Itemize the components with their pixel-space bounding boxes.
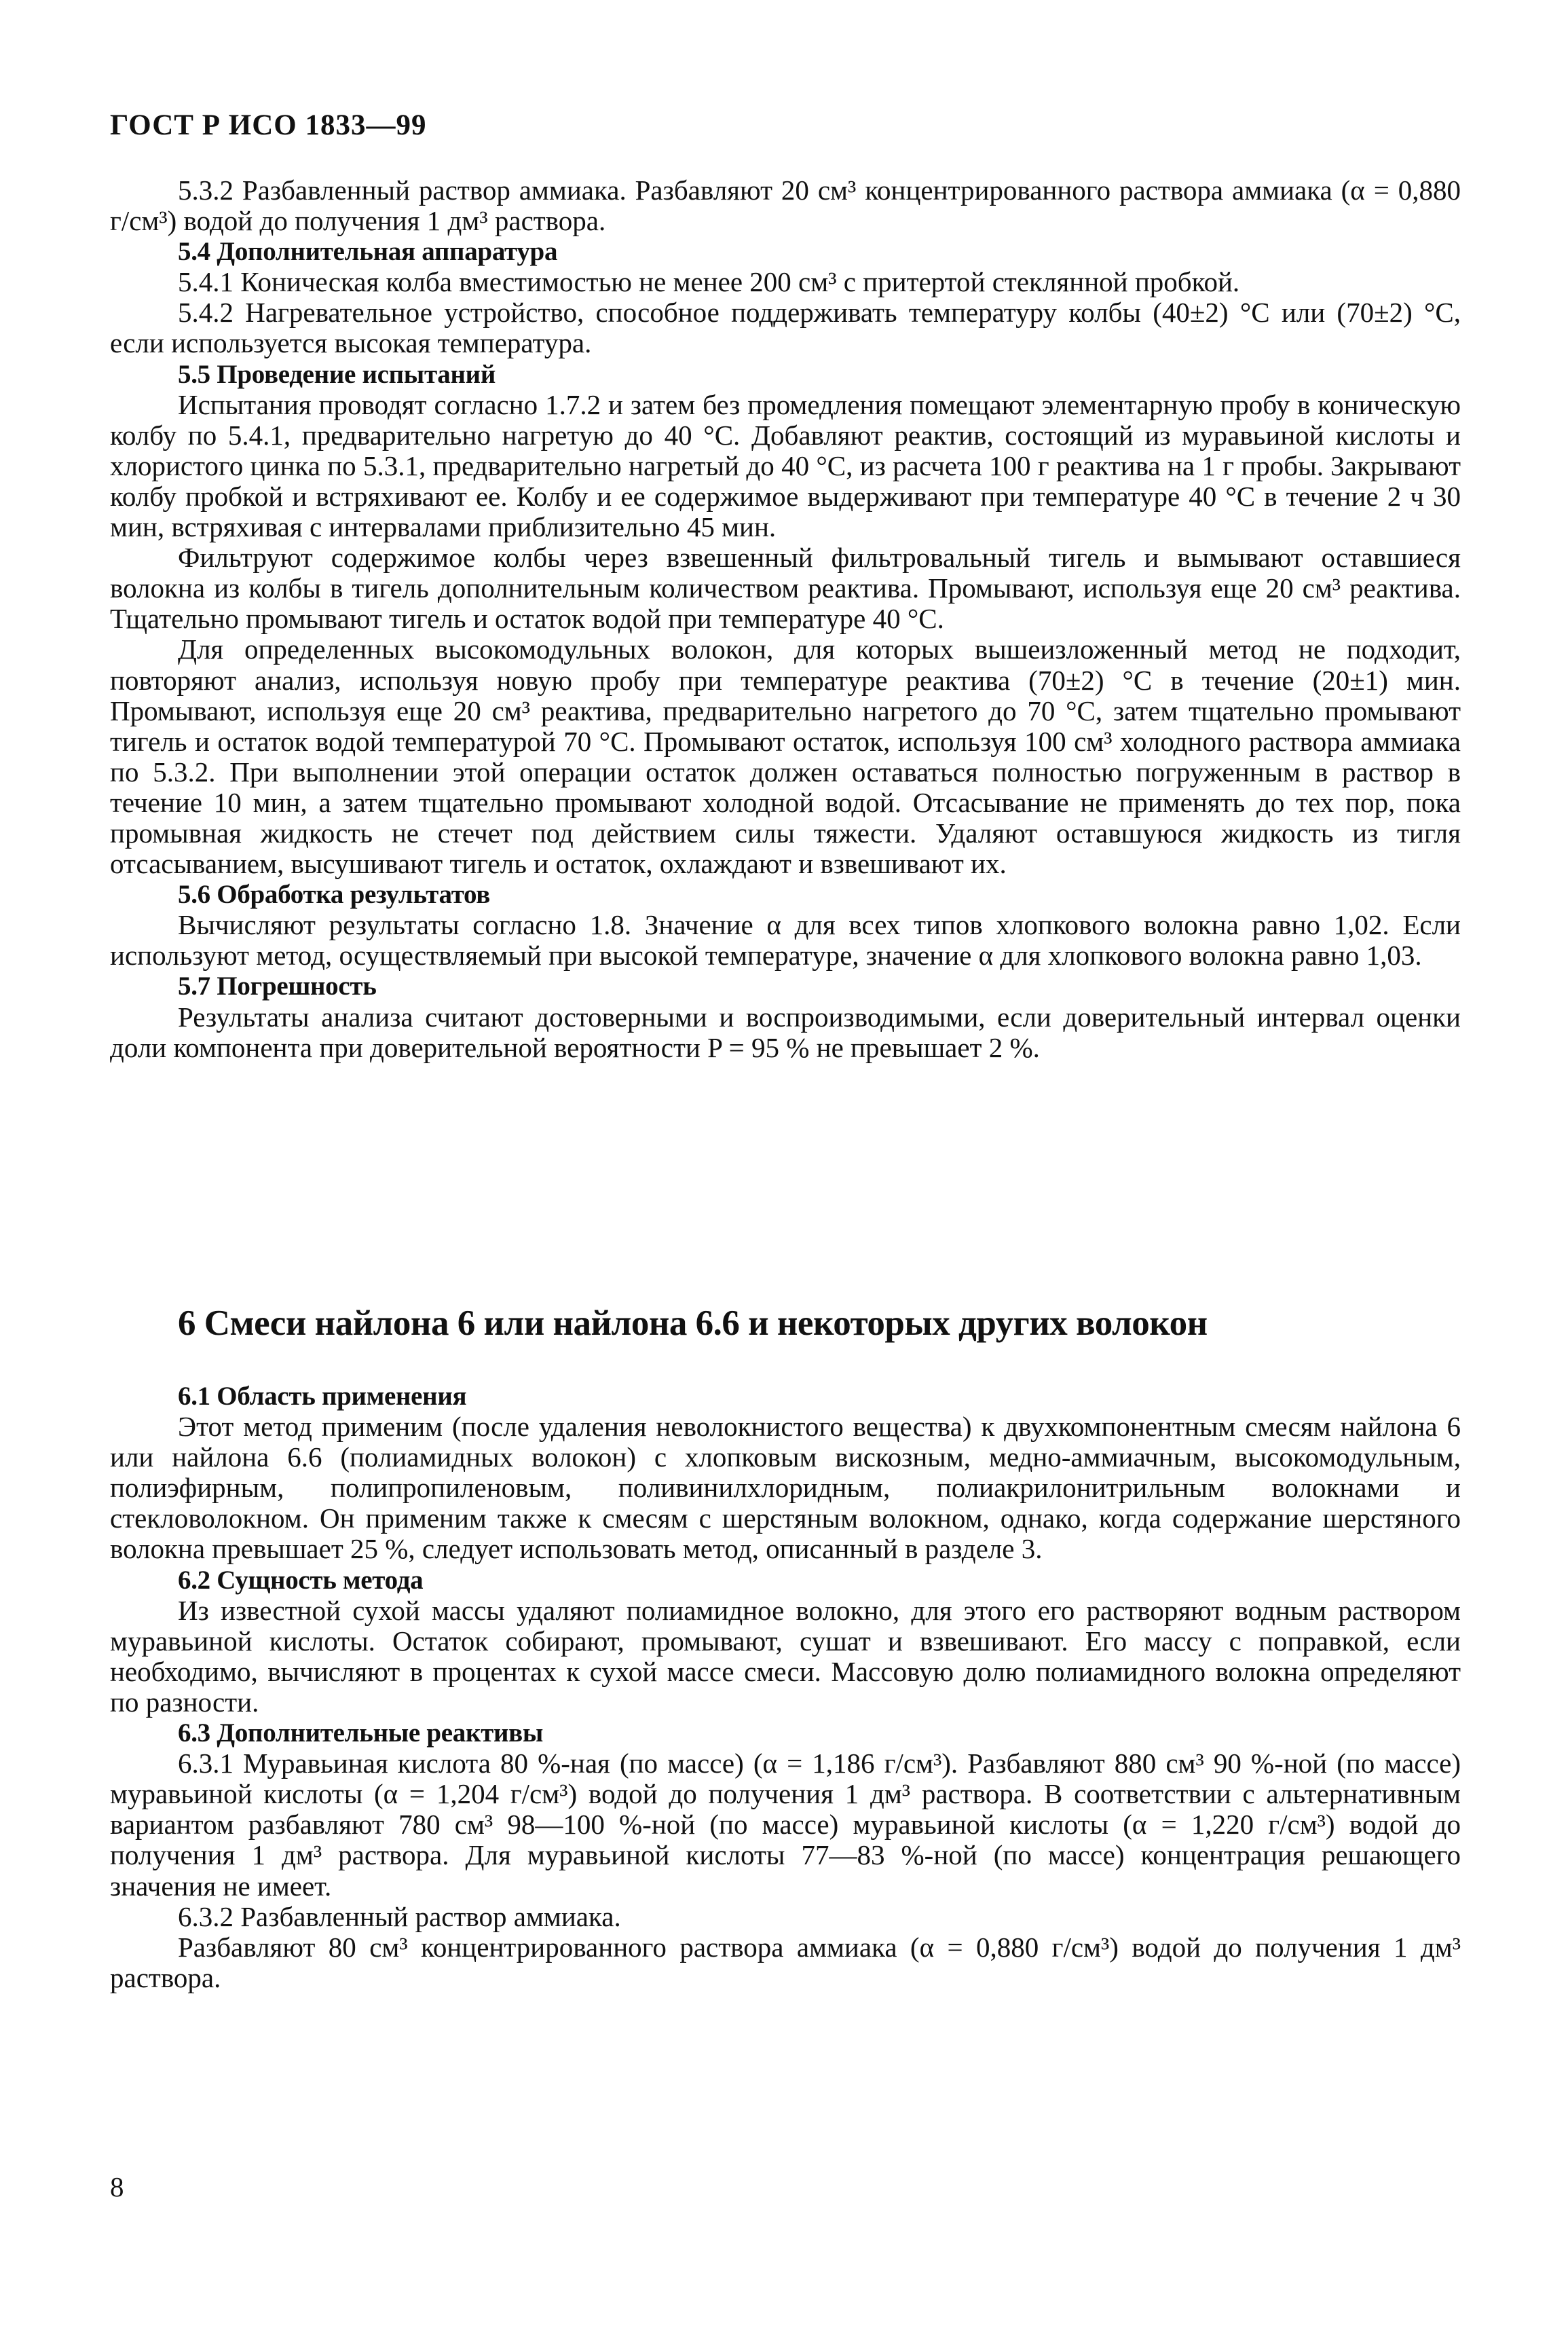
heading-6-1: 6.1 Область применения [178, 1382, 467, 1411]
paragraph-6-2: Из известной сухой массы удаляют полиамидное волокно, для этого его растворяют водным раствором муравьиной кислоты. Остаток собирают, промывают, сушат и взвешивают. Его массу с поправкой, если необходимо, вычисляют в процентах к сухой массе смеси. Массовую долю полиамидного волокна определяют по разности. [110, 1594, 1461, 1718]
section-5-continued [110, 175, 1461, 1063]
heading-6-2: 6.2 Сущность метода [178, 1565, 424, 1595]
section-6-body [110, 1381, 1461, 1993]
standard-header: ГОСТ Р ИСО 1833—99 [110, 109, 427, 141]
paragraph-5-6: Вычисляют результаты согласно 1.8. Значение α для всех типов хлопкового волокна равно 1,02. Если используют метод, осуществляемый при высокой температуре, значение α для хлопкового волокна равно 1,03. [110, 909, 1461, 972]
heading-5-6: 5.6 Обработка результатов [178, 880, 491, 910]
paragraph-6-3-2: 6.3.2 Разбавленный раствор аммиака. [178, 1900, 621, 1932]
paragraph-5-5-c: Для определенных высокомодульных волокон, для которых вышеизложенный метод не подходит, повторяют анализ, используя новую пробу при температуре реактива (70±2) °С в течение (20±1) мин. Промывают, используя еще 20 см³ реактива, предварительно нагретого до 70 °С, затем тщательно промывают тигель и остаток водой температурой 70 °С. Промывают остаток, используя 100 см³ холодного раствора аммиака по 5.3.2. При выполнении этой операции остаток должен оставаться полностью погруженным в раствор в течение 10 мин, а затем тщательно промывают холодной водой. Отсасывание не применять до тех пор, пока промывная жидкость не стечет под действием силы тяжести. Удаляют оставшуюся жидкость из тигля отсасыванием, высушивают тигель и остаток, охлаждают и взвешивают их. [110, 633, 1461, 880]
paragraph-6-3-1: 6.3.1 Муравьиная кислота 80 %-ная (по массе) (α = 1,186 г/см³). Разбавляют 880 см³ 90 %-ной (по массе) муравьиной кислоты (α = 1,204 г/см³) водой до получения 1 дм³ раствора. В соответствии с альтернативным вариантом разбавляют 780 см³ 98—100 %-ной (по массе) муравьиной кислоты (α = 1,220 г/см³) водой до получения 1 дм³ раствора. Для муравьиной кислоты 77—83 %-ной (по массе) концентрация решающего значения не имеет. [110, 1748, 1461, 1902]
paragraph-5-5-a: Испытания проводят согласно 1.7.2 и затем без промедления помещают элементарную пробу в коническую колбу по 5.4.1, предварительно нагретую до 40 °С. Добавляют реактив, состоящий из муравьиной кислоты и хлористого цинка по 5.3.1, предварительно нагретый до 40 °С, из расчета 100 г реактива на 1 г пробы. Закрывают колбу пробкой и встряхивают ее. Колбу и ее содержимое выдерживают при температуре 40 °С в течение 2 ч 30 мин, встряхивая с интервалами приблизительно 45 мин. [110, 388, 1461, 543]
paragraph-6-1: Этот метод применим (после удаления неволокнистого вещества) к двухкомпонентным смесям найлона 6 или найлона 6.6 (полиамидных волокон) с хлопковым вискозным, медно-аммиачным, высокомодульным, полиэфирным, полипропиленовым, поливинилхлоридным, полиакрилонитрильным волокнами и стекловолокном. Он применим также к смесям с шерстяным волокном, однако, когда содержание шерстяного волокна превышает 25 %, следует использовать метод, описанный в разделе 3. [110, 1411, 1461, 1565]
paragraph-5-4-1: 5.4.1 Коническая колба вместимостью не менее 200 см³ с притертой стеклянной пробкой. [178, 266, 1240, 298]
paragraph-5-5-b: Фильтруют содержимое колбы через взвешенный фильтровальный тигель и вымывают оставшиеся волокна из колбы в тигель дополнительным количеством реактива. Промывают, используя еще 20 см³ реактива. Тщательно промывают тигель и остаток водой при температуре 40 °С. [110, 542, 1461, 635]
heading-6-3: 6.3 Дополнительные реактивы [178, 1718, 544, 1748]
heading-5-5: 5.5 Проведение испытаний [178, 359, 496, 389]
paragraph-5-3-2: 5.3.2 Разбавленный раствор аммиака. Разбавляют 20 см³ концентрированного раствора аммиака (α = 0,880 г/см³) водой до получения 1 дм³ раствора. [110, 174, 1461, 237]
page-number: 8 [110, 2171, 124, 2202]
heading-5-4: 5.4 Дополнительная аппаратура [178, 237, 558, 267]
paragraph-5-7: Результаты анализа считают достоверными и воспроизводимыми, если доверительный интервал оценки доли компонента при доверительной вероятности P = 95 % не превышает 2 %. [110, 1001, 1461, 1063]
paragraph-5-4-2: 5.4.2 Нагревательное устройство, способное поддерживать температуру колбы (40±2) °С или (70±2) °С, если используется высокая температура. [110, 297, 1461, 359]
section-6-title: 6 Смеси найлона 6 или найлона 6.6 и некоторых других волокон [178, 1304, 1208, 1343]
heading-5-7: 5.7 Погрешность [178, 972, 377, 1001]
paragraph-6-3-2-b: Разбавляют 80 см³ концентрированного раствора аммиака (α = 0,880 г/см³) водой до получения 1 дм³ раствора. [110, 1931, 1461, 1993]
